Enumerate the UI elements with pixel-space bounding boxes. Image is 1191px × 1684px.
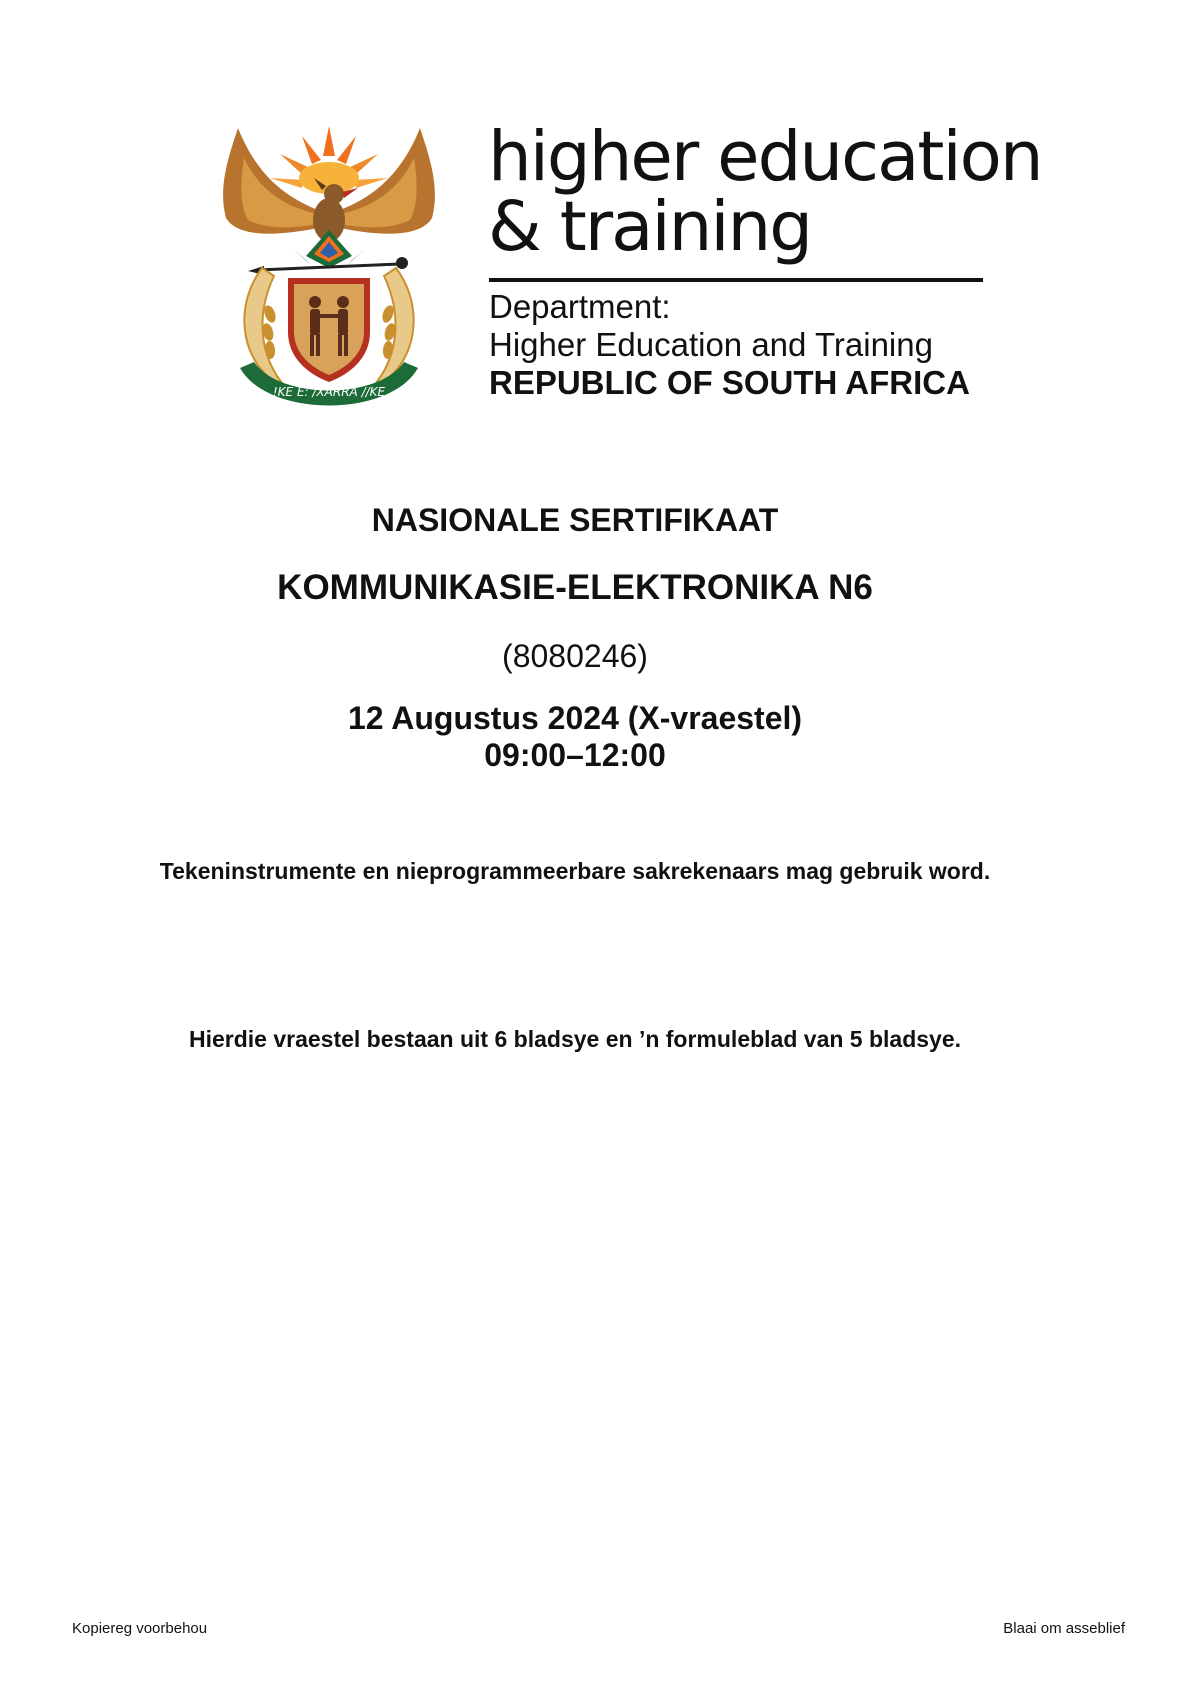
instructions-text: Tekeninstrumente en nieprogrammeerbare sakrekenaars mag gebruik word. xyxy=(159,858,991,884)
brand-divider xyxy=(489,278,983,282)
protea-icon xyxy=(294,230,364,268)
coat-of-arms-logo xyxy=(218,118,440,414)
brand-line-1: higher education xyxy=(488,117,1042,197)
svg-text:!KE E: /XARRA //KE: !KE E: /XARRA //KE xyxy=(272,385,386,399)
certificate-title: NASIONALE SERTIFIKAAT xyxy=(371,502,779,538)
subject-code: (8080246) xyxy=(502,638,648,674)
brand-title xyxy=(488,117,1042,267)
footer-turn-page: Blaai om asseblief xyxy=(1003,1620,1125,1637)
department-label: Department: xyxy=(489,288,671,325)
department-block xyxy=(489,288,970,402)
department-name: Higher Education and Training xyxy=(489,326,933,363)
pages-note-text: Hierdie vraestel bestaan uit 6 bladsye en ’n formuleblad van 5 bladsye. xyxy=(188,1026,962,1052)
exam-date: 12 Augustus 2024 (X-vraestel) xyxy=(347,700,803,736)
exam-time: 09:00–12:00 xyxy=(484,737,666,773)
footer-copyright: Kopiereg voorbehou xyxy=(72,1620,208,1637)
sun-icon xyxy=(270,126,388,194)
brand-line-2: & training xyxy=(488,187,812,267)
subject-title: KOMMUNIKASIE-ELEKTRONIKA N6 xyxy=(277,568,873,607)
country-name: REPUBLIC OF SOUTH AFRICA xyxy=(489,364,970,401)
